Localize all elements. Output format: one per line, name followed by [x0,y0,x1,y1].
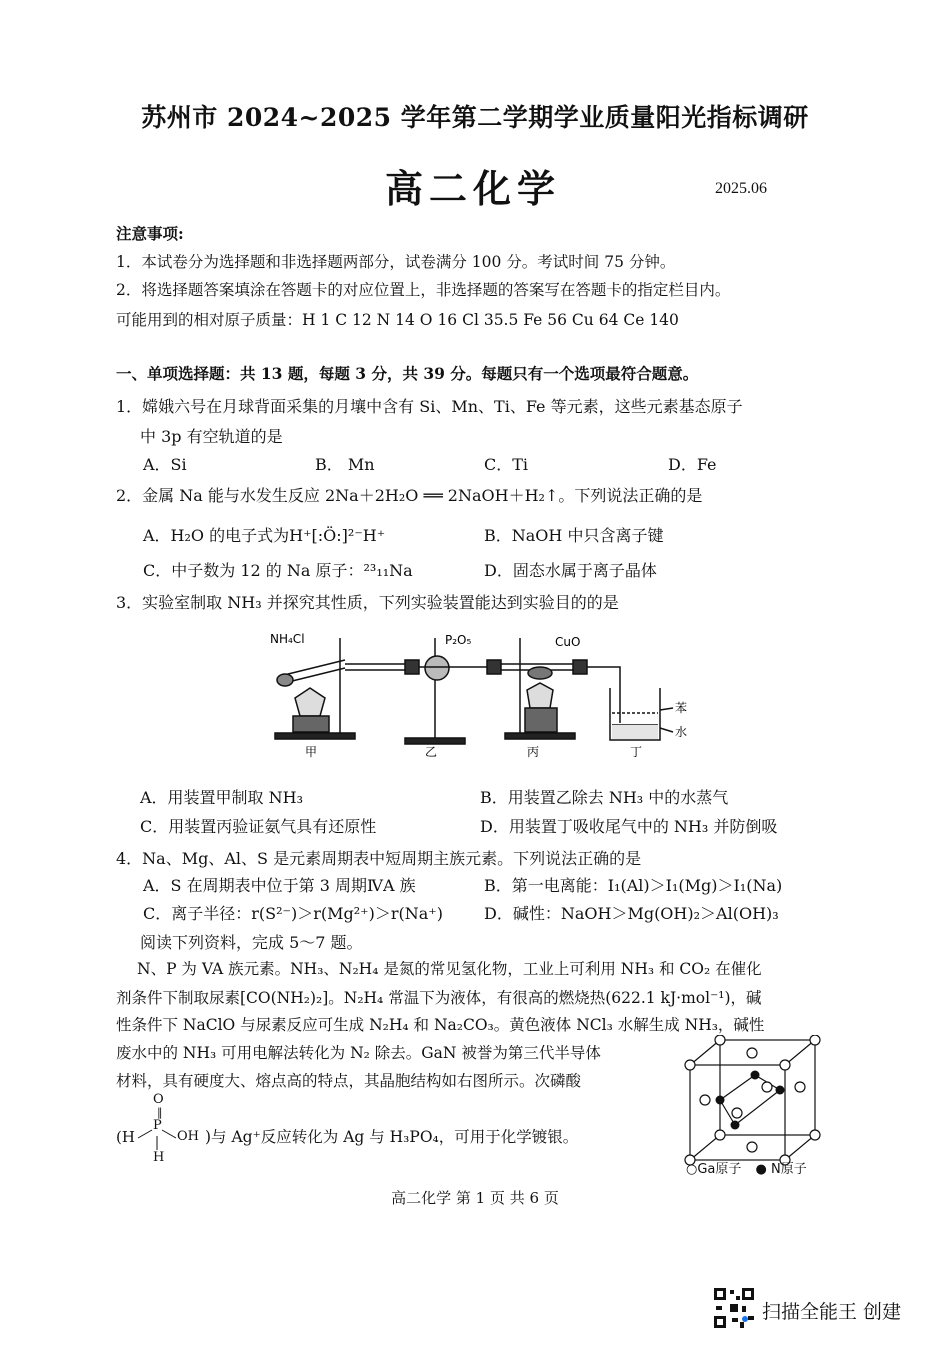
q4-option-b: B．第一电离能：I₁(Al)＞I₁(Mg)＞I₁(Na) [484,876,783,895]
label-yi: 乙 [425,745,438,759]
apparatus-yi [405,638,501,744]
label-cuo: CuO [555,635,581,649]
q1-stem-line2: 中 3p 有空轨道的是 [140,427,283,446]
note-1: 1．本试卷分为选择题和非选择题两部分，试卷满分 100 分。考试时间 75 分钟。 [116,253,676,271]
q2-option-d: D．固态水属于离子晶体 [484,561,657,580]
ga-legend-icon: ○ [686,1162,698,1177]
reading-line-2: 剂条件下制取尿素[CO(NH₂)₂]。N₂H₄ 常温下为液体，有很高的燃烧热(622.1 kJ·mol⁻¹)，碱 [116,989,762,1007]
q3-stem: 3．实验室制取 NH₃ 并探究其性质，下列实验装置能达到实验目的的是 [116,593,619,612]
apparatus-jia [275,638,355,739]
q1-option-c: C．Ti [484,455,529,474]
q4-option-c: C．离子半径：r(S²⁻)＞r(Mg²⁺)＞r(Na⁺) [143,904,443,923]
label-benzene: 苯 [675,701,688,715]
q3-option-a: A．用装置甲制取 NH₃ [140,788,304,807]
subject-title: 高二化学 [385,166,562,211]
n-legend: N原子 [771,1162,807,1177]
label-bing: 丙 [527,745,540,759]
apparatus-bing [501,638,620,739]
label-water: 水 [675,725,688,739]
label-ding: 丁 [630,745,643,759]
label-nh4cl: NH₄Cl [270,632,305,646]
q3-option-d: D．用装置丁吸收尾气中的 NH₃ 并防倒吸 [480,817,778,836]
q4-option-d: D．碱性：NaOH＞Mg(OH)₂＞Al(OH)₃ [484,904,779,923]
q1-option-d: D．Fe [668,455,717,474]
q3-option-c: C．用装置丙验证氨气具有还原性 [140,817,377,836]
q1-option-a: A．Si [143,455,187,474]
formula-o: O [153,1092,164,1107]
n-legend-icon: ● [755,1162,767,1177]
q4-option-a: A．S 在周期表中位于第 3 周期ⅣA 族 [143,876,416,895]
q2-option-a: A．H₂O 的电子式为H⁺[:Ö:]²⁻H⁺ [143,526,386,545]
note-2: 2．将选择题答案填涂在答题卡的对应位置上，非选择题的答案写在答题卡的指定栏目内。 [116,281,731,299]
formula-h-left: (H [116,1128,135,1146]
notes-heading: 注意事项: [116,224,184,243]
reading-line-3: 性条件下 NaClO 与尿素反应可生成 N₂H₄ 和 Na₂CO₃。黄色液体 NCl₃ 水解生成 NH₃，碱性 [116,1016,765,1034]
section-heading: 一、单项选择题：共 13 题，每题 3 分，共 39 分。每题只有一个选项最符合题意。 [116,364,699,383]
reading-line-6: )与 Ag⁺反应转化为 Ag 与 H₃PO₄，可用于化学镀银。 [205,1128,579,1146]
q1-stem-line1: 1．嫦娥六号在月球背面采集的月壤中含有 Si、Mn、Ti、Fe 等元素，这些元素基态原子 [116,397,743,416]
q2-option-c: C．中子数为 12 的 Na 原子：²³₁₁Na [143,561,413,580]
q4-stem: 4．Na、Mg、Al、S 是元素周期表中短周期主族元素。下列说法正确的是 [116,849,642,868]
apparatus-figure [265,628,705,763]
page-footer: 高二化学 第 1 页 共 6 页 [391,1189,559,1207]
reading-line-5: 材料，具有硬度大、熔点高的特点，其晶胞结构如右图所示。次磷酸 [116,1072,582,1090]
h3po2-formula: O ‖ P (H OH H [116,1092,199,1165]
formula-oh: OH [177,1129,199,1144]
ga-legend: Ga原子 [697,1162,742,1177]
reading-line-4: 废水中的 NH₃ 可用电解法转化为 N₂ 除去。GaN 被誉为第三代半导体 [116,1044,601,1062]
reading-line-1: N、P 为 VA 族元素。NH₃、N₂H₄ 是氮的常见氢化物，工业上可利用 NH₃ 和 CO₂ 在催化 [137,960,762,978]
label-p2o5: P₂O₅ [445,633,472,647]
q1-option-b: B． Mn [315,455,375,474]
formula-p: P [153,1118,162,1133]
scanner-watermark: 扫描全能王 创建 [762,1301,902,1323]
label-jia: 甲 [305,745,318,759]
exam-title: 苏州市 2024~2025 学年第二学期学业质量阳光指标调研 [141,103,809,132]
qr-code-icon [712,1286,756,1330]
exam-date: 2025.06 [715,180,767,197]
q2-option-b: B．NaOH 中只含离子键 [484,526,664,545]
atomic-masses: 可能用到的相对原子质量：H 1 C 12 N 14 O 16 Cl 35.5 Fe 56 Cu 64 Ce 140 [116,311,679,329]
q2-stem: 2．金属 Na 能与水发生反应 2Na＋2H₂O ══ 2NaOH＋H₂↑。下列说法正确的是 [116,486,703,505]
reading-intro: 阅读下列资料，完成 5～7 题。 [140,933,363,952]
q3-option-b: B．用装置乙除去 NH₃ 中的水蒸气 [480,788,729,807]
formula-h-bottom: H [153,1150,165,1165]
